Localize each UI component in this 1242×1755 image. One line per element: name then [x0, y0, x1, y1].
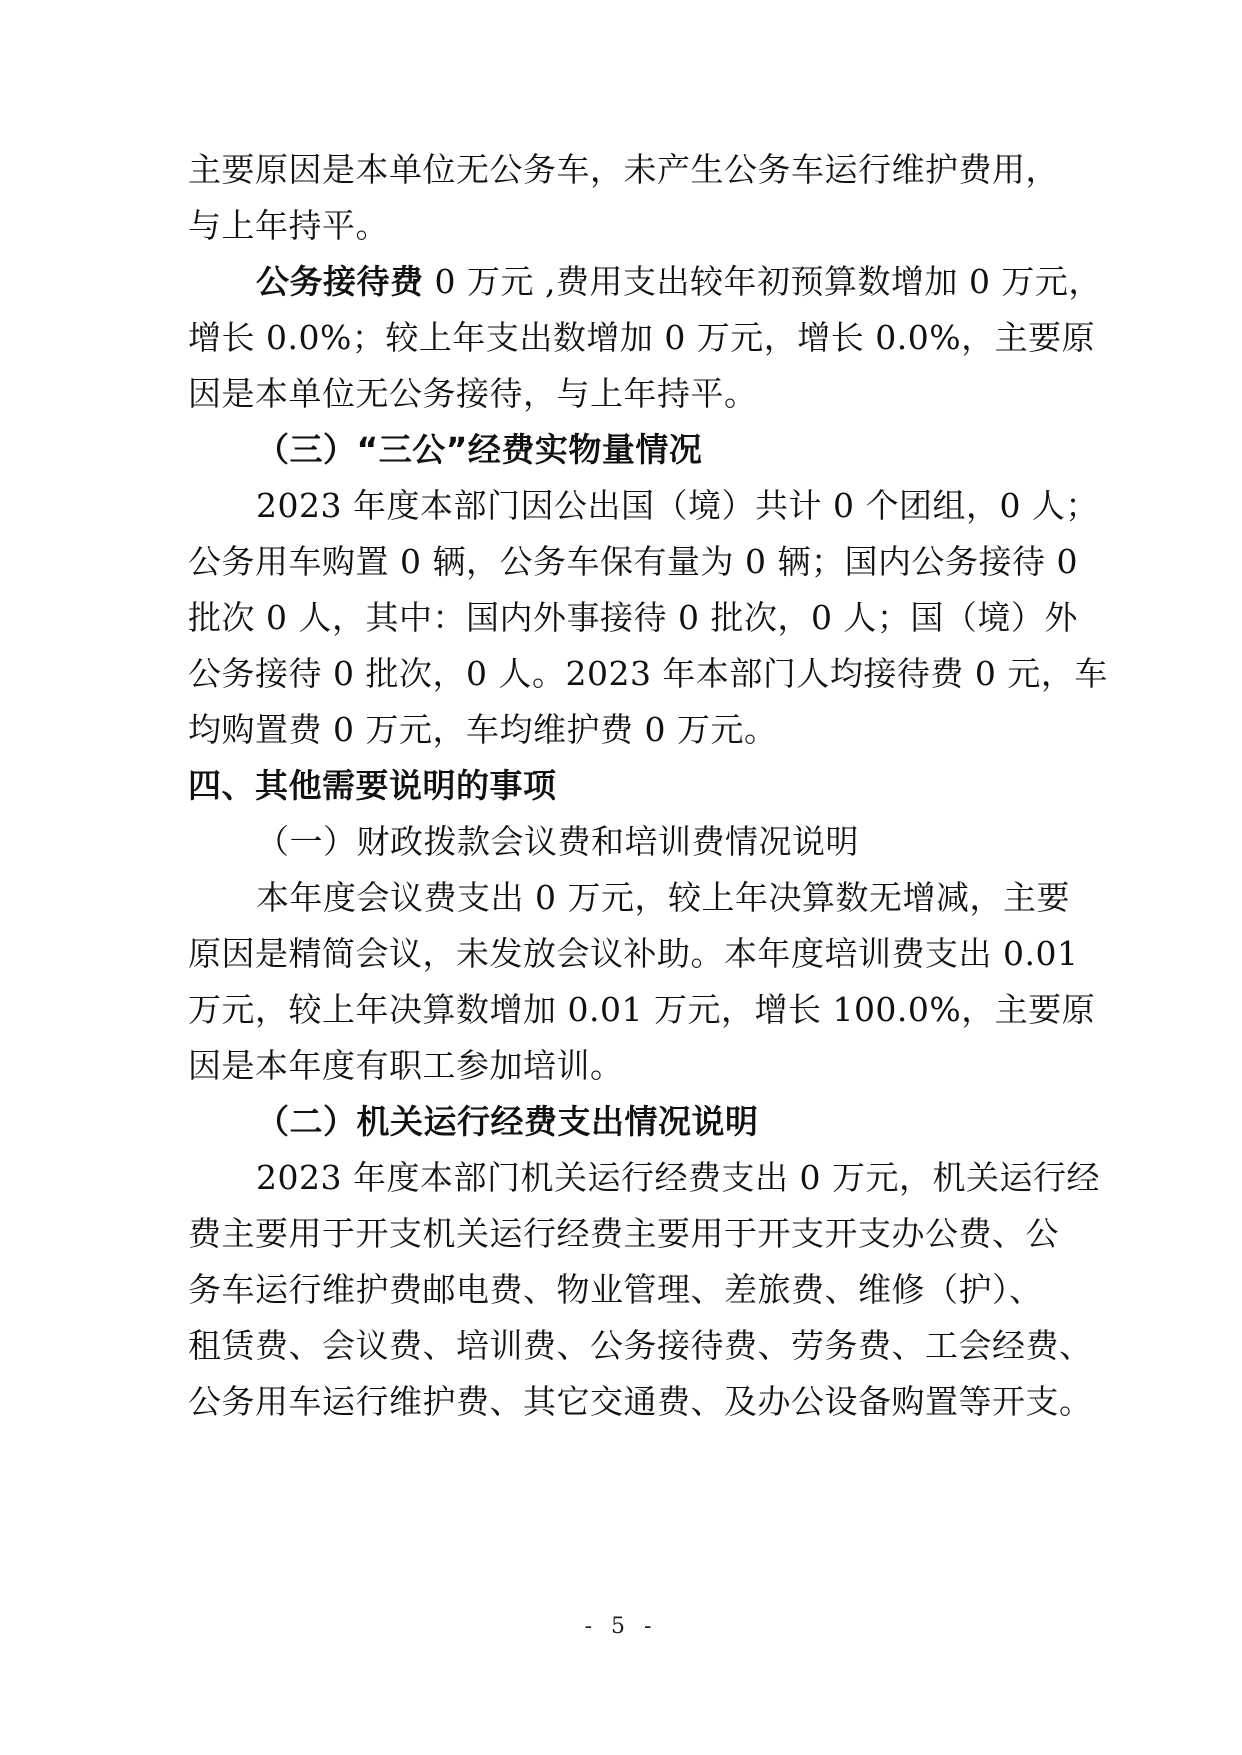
body-line: 公务用车购置 0 辆，公务车保有量为 0 辆；国内公务接待 0	[188, 542, 1078, 581]
body-line: 因是本年度有职工参加培训。	[188, 1046, 624, 1085]
body-line	[256, 262, 1102, 302]
body-line: 与上年持平。	[188, 206, 389, 245]
body-line: 均购置费 0 万元，车均维护费 0 万元。	[188, 710, 778, 749]
body-line: 因是本单位无公务接待，与上年持平。	[188, 374, 758, 413]
page-number: - 5 -	[584, 1614, 658, 1639]
body-line: 本年度会议费支出 0 万元，较上年决算数无增减，主要	[256, 878, 1070, 917]
body-line: 万元，较上年决算数增加 0.01 万元，增长 100.0%，主要原	[188, 990, 1096, 1029]
body-line: 增长 0.0%；较上年支出数增加 0 万元，增长 0.0%，主要原	[188, 318, 1096, 357]
body-line: 务车运行维护费邮电费、物业管理、差旅费、维修（护）、	[188, 1270, 1043, 1309]
body-line: 批次 0 人，其中：国内外事接待 0 批次，0 人；国（境）外	[188, 598, 1078, 637]
body-line: 主要原因是本单位无公务车，未产生公务车运行维护费用，	[188, 150, 1059, 189]
body-line: 公务用车运行维护费、其它交通费、及办公设备购置等开支。	[188, 1382, 1093, 1421]
body-line: 租赁费、会议费、培训费、公务接待费、劳务费、工会经费、	[188, 1326, 1093, 1365]
section-heading-3: （三）“三公”经费实物量情况	[256, 430, 703, 469]
subsection-heading-1: （一）财政拨款会议费和培训费情况说明	[256, 822, 859, 861]
body-line: 2023 年度本部门因公出国（境）共计 0 个团组，0 人；	[256, 486, 1099, 525]
section-heading-4: 四、其他需要说明的事项	[188, 766, 557, 805]
bold-term: 公务接待费	[256, 262, 424, 301]
body-line: 原因是精简会议，未发放会议补助。本年度培训费支出 0.01	[188, 934, 1079, 973]
body-line: 公务接待 0 批次，0 人。2023 年本部门人均接待费 0 元，车	[188, 654, 1108, 693]
body-text: 0 万元 ,费用支出较年初预算数增加 0 万元，	[423, 262, 1102, 301]
body-line: 费主要用于开支机关运行经费主要用于开支开支办公费、公	[188, 1214, 1059, 1253]
body-line: 2023 年度本部门机关运行经费支出 0 万元，机关运行经	[256, 1158, 1100, 1197]
subsection-heading-2: （二）机关运行经费支出情况说明	[256, 1102, 759, 1141]
